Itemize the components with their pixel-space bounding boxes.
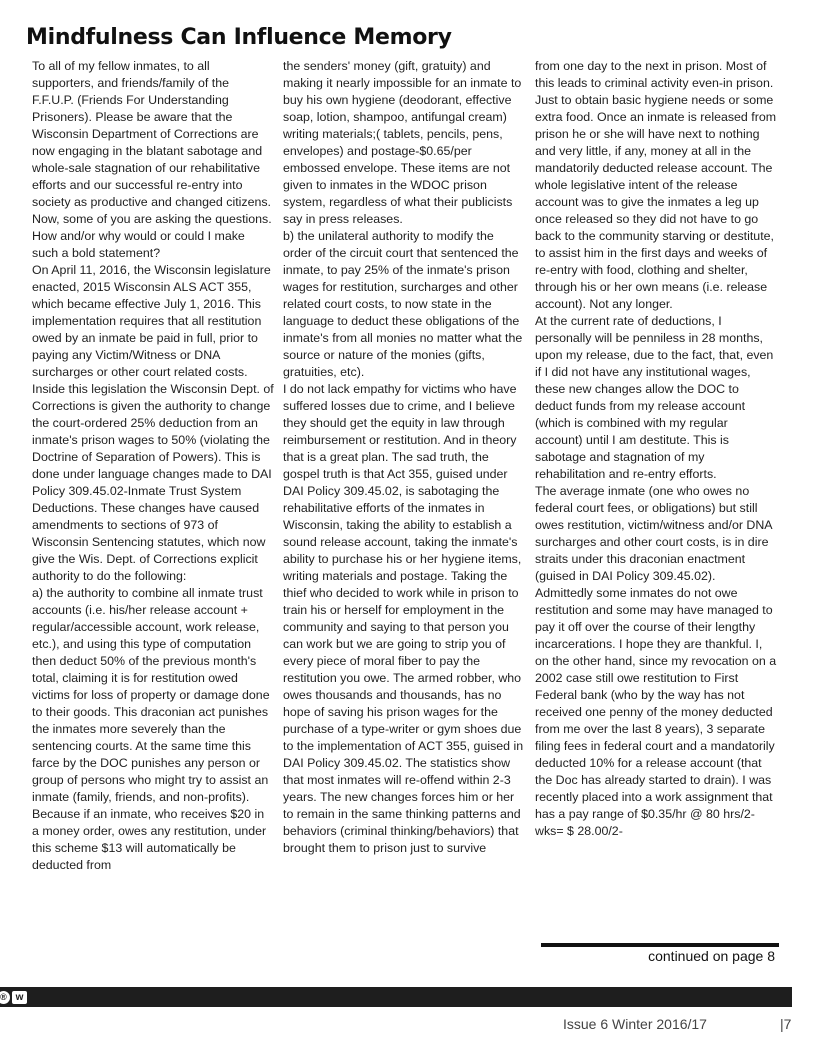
paragraph: On April 11, 2016, the Wisconsin legislature enacted, 2015 Wisconsin ALS ACT 355, which became effective July 1, 2016. This implementation requires that all restitution owed by an inmate be paid in full, prior to paying any Victim/Witness or DNA surcharges or other court related costs. Inside this legislation the Wisconsin Dept. of Corrections is given the authority to change the court-ordered 25% deduction from an inmate's prison wages to 50% (violating the Doctrine of Separation of Powers). This is done under language changes made to DAI Policy 309.45.02-Inmate Trust System Deductions. These changes have caused amendments to sections of 973 of Wisconsin Sentencing statutes, which now give the Wis. Dept. of Corrections explicit authority to do the following: <box>32 263 274 583</box>
paragraph: I do not lack empathy for victims who have suffered losses due to crime, and I believe they should get the equity in law through reimbursement or restitution. And in theory that is a great plan. The sad truth, the gospel truth is that Act 355, guised under DAI Policy 309.45.02, is sabotaging the rehabilitative efforts of the inmates in Wisconsin, taking the ability to establish a sound release account, taking the inmate's ability to purchase his or her hygiene items, writing materials and postage. Taking the thief who decided to work while in prison to train his or herself for employment in the community and saying to that person you can work but we are going to strip you of every piece of moral fiber to pay the restitution you owe. The armed robber, who owes thousands and thousands, has no hope of saving his prison wages for the purchase of a type-writer or gym shoes due to the implementation of ACT 355, guised in DAI Policy 309.45.02. The statistics show that most inmates will re-offend within 2-3 years. The new changes forces him or her to remain in the same thinking patterns and behaviors (criminal thinking/behaviors) that brought them to prison just to survive <box>283 382 524 855</box>
logo-circle-icon: ® <box>0 991 10 1004</box>
page-number: |7 <box>780 1016 792 1032</box>
article-title: Mindfulness Can Influence Memory <box>26 25 452 50</box>
paragraph: Admittedly some inmates do not owe restitution and some may have managed to pay it off over the course of their lengthy incarcerations. I hope they are thankful. I, on the other hand, since my revocation on a 2002 case still owe restitution to First Federal bank (who by the way has not received one penny of the money deducted from me over the last 8 years), 3 separate filing fees in federal court and a mandatorily deducted 10% for a release account (that the Doc has already started to drain). I was recently placed into a work assignment that has a pay range of $0.35/hr @ 80 hrs/2-wks= $ 28.00/2- <box>535 586 777 838</box>
paragraph: At the current rate of deductions, I personally will be penniless in 28 months, upon my release, due to the fact, that, even if I did not have any institutional wages, these new changes allow the DOC to deduct funds from my release account (which is combined with my regular account) until I am destitute. This is sabotage and stagnation of my rehabilitation and re-entry efforts. <box>535 314 774 481</box>
footer-logo <box>0 989 27 1005</box>
paragraph: the senders' money (gift, gratuity) and making it nearly impossible for an inmate to buy his own hygiene (deodorant, effective soap, lotion, shampoo, antifungal cream) writing materials;( tablets, pencils, pens, envelopes) and postage-$0.65/per embossed envelope. These items are not given to inmates in the WDOC prison system, regardless of what their publicists say in press releases. <box>283 59 522 226</box>
paragraph: a) the authority to combine all inmate trust accounts (i.e. his/her release account + regular/accessible account, work release, etc.), and using this type of computation then deduct 50% of the previous month's total, claiming it is for restitution owed victims for loss of property or damage done to their goods. This draconian act punishes the inmates more severely than the sentencing courts. At the same time this farce by the DOC punishes any person or group of persons who might try to assist an inmate (family, friends, and non-profits). Because if an inmate, who receives $20 in a money order, owes any restitution, under this scheme $13 will automatically be deducted from <box>32 586 270 872</box>
paragraph: from one day to the next in prison. Most of this leads to criminal activity even-in prison. Just to obtain basic hygiene needs or some extra food. Once an inmate is released from prison he or she will have next to nothing and very little, if any, money at all in the mandatorily deducted release account. The whole legislative intent of the release account was to give the inmates a leg up once released so they did not have to go back to the community starving or destitute, to assist him in the first days and weeks of re-entry with food, clothing and shelter, through his or her own means (i.e. release account). Not any longer. <box>535 59 777 311</box>
article-column-3 <box>535 58 777 840</box>
paragraph: To all of my fellow inmates, to all supporters, and friends/family of the F.F.U.P. (Friends For Understanding Prisoners). Please be aware that the Wisconsin Department of Corrections are now engaging in the blatant sabotage and whole-sale stagnation of our rehabilitative efforts and our successful re-entry into society as productive and changed citizens. Now, some of you are asking the questions. How and/or why would or could I make such a bold statement? <box>32 59 272 260</box>
issue-label: Issue 6 Winter 2016/17 <box>563 1016 707 1032</box>
continued-note: continued on page 8 <box>648 948 775 964</box>
continued-rule <box>541 943 779 947</box>
paragraph: The average inmate (one who owes no federal court fees, or obligations) but still owes restitution, victim/witness and/or DNA surcharges and other court costs, is in dire straits under this draconian enactment (guised in DAI Policy 309.45.02). <box>535 484 772 583</box>
footer-band <box>0 987 792 1007</box>
article-column-1 <box>32 58 274 874</box>
article-column-2 <box>283 58 525 857</box>
paragraph: b) the unilateral authority to modify the order of the circuit court that sentenced the inmate, to pay 25% of the inmate's prison wages for restitution, surcharges and other related court costs, to now state in the language to deduct these obligations of the inmate's from all monies no matter what the source or nature of the monies (gifts, gratuities, etc). <box>283 229 523 379</box>
logo-mark-icon: w <box>12 991 27 1004</box>
